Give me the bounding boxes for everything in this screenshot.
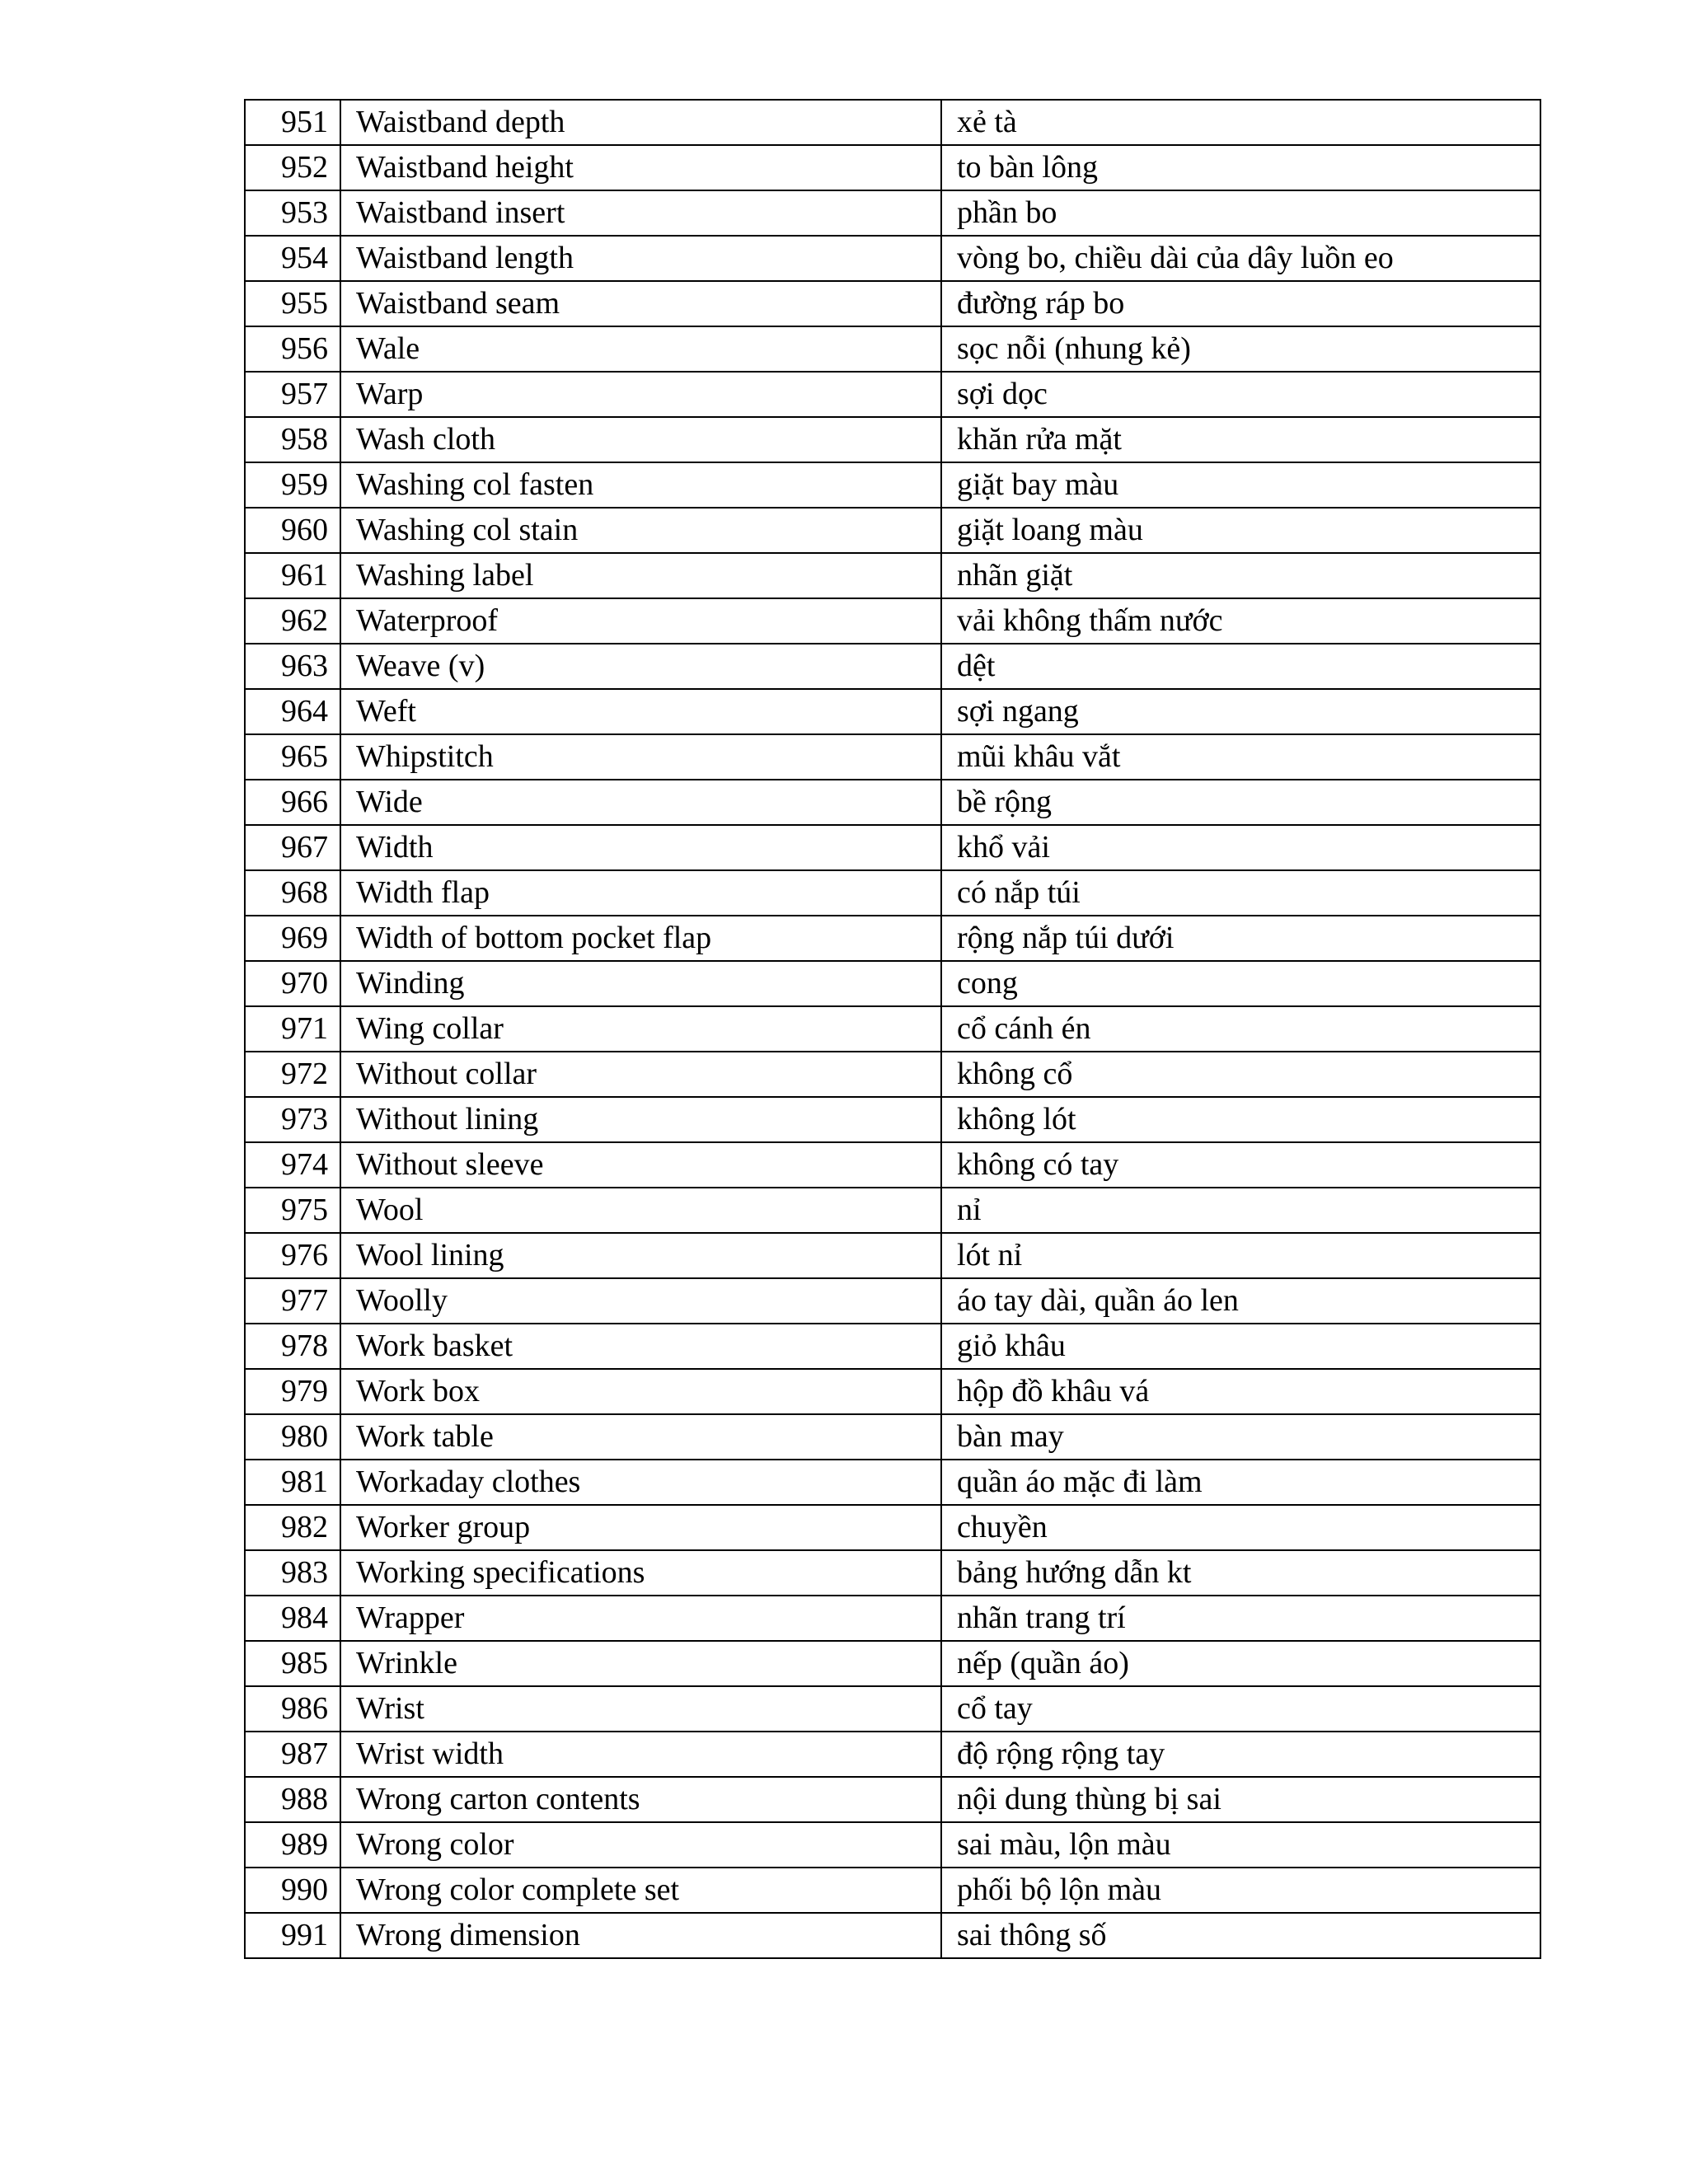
table-row — [245, 462, 1540, 508]
row-number: 961 — [245, 553, 340, 598]
english-term: Waistband seam — [340, 281, 941, 326]
english-term: Wrong color complete set — [340, 1868, 941, 1913]
vietnamese-term: giỏ khâu — [941, 1324, 1540, 1369]
english-term: Without lining — [340, 1097, 941, 1142]
vietnamese-term: sai thông số — [941, 1913, 1540, 1958]
vietnamese-term: nhãn trang trí — [941, 1596, 1540, 1641]
vietnamese-term: xẻ tà — [941, 100, 1540, 145]
english-term: Without sleeve — [340, 1142, 941, 1188]
english-term: Without collar — [340, 1052, 941, 1097]
english-term: Wool — [340, 1188, 941, 1233]
vietnamese-term: khăn rửa mặt — [941, 417, 1540, 462]
row-number: 954 — [245, 236, 340, 281]
vietnamese-term: áo tay dài, quần áo len — [941, 1278, 1540, 1324]
english-term: Wrist width — [340, 1732, 941, 1777]
vietnamese-term: độ rộng rộng tay — [941, 1732, 1540, 1777]
table-row — [245, 1052, 1540, 1097]
english-term: Work basket — [340, 1324, 941, 1369]
english-term: Weft — [340, 689, 941, 734]
table-row — [245, 1550, 1540, 1596]
row-number: 968 — [245, 870, 340, 916]
table-row — [245, 1097, 1540, 1142]
english-term: Waistband height — [340, 145, 941, 190]
row-number: 983 — [245, 1550, 340, 1596]
english-term: Whipstitch — [340, 734, 941, 780]
row-number: 979 — [245, 1369, 340, 1414]
table-row — [245, 281, 1540, 326]
english-term: Waistband length — [340, 236, 941, 281]
table-row — [245, 780, 1540, 825]
row-number: 955 — [245, 281, 340, 326]
vietnamese-term: to bàn lông — [941, 145, 1540, 190]
table-row — [245, 1142, 1540, 1188]
vietnamese-term: khổ vải — [941, 825, 1540, 870]
english-term: Width flap — [340, 870, 941, 916]
english-term: Woolly — [340, 1278, 941, 1324]
vietnamese-term: không cổ — [941, 1052, 1540, 1097]
english-term: Working specifications — [340, 1550, 941, 1596]
table-row — [245, 145, 1540, 190]
vietnamese-term: giặt bay màu — [941, 462, 1540, 508]
vietnamese-term: sợi ngang — [941, 689, 1540, 734]
row-number: 957 — [245, 372, 340, 417]
table-row — [245, 598, 1540, 644]
vietnamese-term: phối bộ lộn màu — [941, 1868, 1540, 1913]
table-row — [245, 870, 1540, 916]
vietnamese-term: dệt — [941, 644, 1540, 689]
vietnamese-term: đường ráp bo — [941, 281, 1540, 326]
row-number: 970 — [245, 961, 340, 1006]
row-number: 971 — [245, 1006, 340, 1052]
table-row — [245, 417, 1540, 462]
row-number: 964 — [245, 689, 340, 734]
english-term: Wash cloth — [340, 417, 941, 462]
table-row — [245, 1188, 1540, 1233]
vietnamese-term: chuyền — [941, 1505, 1540, 1550]
row-number: 985 — [245, 1641, 340, 1686]
vietnamese-term: sọc nỗi (nhung kẻ) — [941, 326, 1540, 372]
english-term: Waistband insert — [340, 190, 941, 236]
table-row — [245, 1460, 1540, 1505]
english-term: Wide — [340, 780, 941, 825]
row-number: 960 — [245, 508, 340, 553]
table-row — [245, 1006, 1540, 1052]
table-row — [245, 100, 1540, 145]
row-number: 988 — [245, 1777, 340, 1822]
vietnamese-term: lót nỉ — [941, 1233, 1540, 1278]
table-row — [245, 1868, 1540, 1913]
row-number: 967 — [245, 825, 340, 870]
row-number: 990 — [245, 1868, 340, 1913]
english-term: Warp — [340, 372, 941, 417]
english-term: Wrong color — [340, 1822, 941, 1868]
vietnamese-term: có nắp túi — [941, 870, 1540, 916]
row-number: 989 — [245, 1822, 340, 1868]
english-term: Wing collar — [340, 1006, 941, 1052]
table-row — [245, 236, 1540, 281]
english-term: Wrinkle — [340, 1641, 941, 1686]
row-number: 987 — [245, 1732, 340, 1777]
table-row — [245, 508, 1540, 553]
row-number: 991 — [245, 1913, 340, 1958]
row-number: 986 — [245, 1686, 340, 1732]
table-row — [245, 825, 1540, 870]
row-number: 952 — [245, 145, 340, 190]
english-term: Waterproof — [340, 598, 941, 644]
row-number: 972 — [245, 1052, 340, 1097]
table-row — [245, 1233, 1540, 1278]
table-row — [245, 1732, 1540, 1777]
vietnamese-term: cổ tay — [941, 1686, 1540, 1732]
english-term: Width of bottom pocket flap — [340, 916, 941, 961]
table-row — [245, 1324, 1540, 1369]
row-number: 980 — [245, 1414, 340, 1460]
english-term: Wrong dimension — [340, 1913, 941, 1958]
english-term: Washing label — [340, 553, 941, 598]
table-row — [245, 644, 1540, 689]
vietnamese-term: nhãn giặt — [941, 553, 1540, 598]
table-row — [245, 326, 1540, 372]
row-number: 963 — [245, 644, 340, 689]
vietnamese-term: nội dung thùng bị sai — [941, 1777, 1540, 1822]
row-number: 956 — [245, 326, 340, 372]
vietnamese-term: hộp đồ khâu vá — [941, 1369, 1540, 1414]
vietnamese-term: sai màu, lộn màu — [941, 1822, 1540, 1868]
table-row — [245, 1414, 1540, 1460]
glossary-table — [244, 99, 1541, 1959]
english-term: Wrist — [340, 1686, 941, 1732]
vietnamese-term: vòng bo, chiều dài của dây luồn eo — [941, 236, 1540, 281]
english-term: Wrong carton contents — [340, 1777, 941, 1822]
english-term: Waistband depth — [340, 100, 941, 145]
vietnamese-term: sợi dọc — [941, 372, 1540, 417]
glossary-body — [245, 100, 1540, 1958]
table-row — [245, 689, 1540, 734]
vietnamese-term: giặt loang màu — [941, 508, 1540, 553]
english-term: Washing col fasten — [340, 462, 941, 508]
english-term: Winding — [340, 961, 941, 1006]
row-number: 951 — [245, 100, 340, 145]
vietnamese-term: cong — [941, 961, 1540, 1006]
row-number: 958 — [245, 417, 340, 462]
english-term: Width — [340, 825, 941, 870]
vietnamese-term: không có tay — [941, 1142, 1540, 1188]
table-row — [245, 961, 1540, 1006]
english-term: Weave (v) — [340, 644, 941, 689]
english-term: Work box — [340, 1369, 941, 1414]
table-row — [245, 1777, 1540, 1822]
row-number: 981 — [245, 1460, 340, 1505]
vietnamese-term: vải không thấm nước — [941, 598, 1540, 644]
table-row — [245, 553, 1540, 598]
english-term: Worker group — [340, 1505, 941, 1550]
row-number: 977 — [245, 1278, 340, 1324]
vietnamese-term: bàn may — [941, 1414, 1540, 1460]
row-number: 969 — [245, 916, 340, 961]
table-row — [245, 1369, 1540, 1414]
vietnamese-term: bề rộng — [941, 780, 1540, 825]
row-number: 973 — [245, 1097, 340, 1142]
table-row — [245, 1596, 1540, 1641]
row-number: 975 — [245, 1188, 340, 1233]
row-number: 984 — [245, 1596, 340, 1641]
table-row — [245, 1505, 1540, 1550]
row-number: 959 — [245, 462, 340, 508]
english-term: Wool lining — [340, 1233, 941, 1278]
row-number: 978 — [245, 1324, 340, 1369]
table-row — [245, 1278, 1540, 1324]
vietnamese-term: cổ cánh én — [941, 1006, 1540, 1052]
row-number: 974 — [245, 1142, 340, 1188]
vietnamese-term: mũi khâu vắt — [941, 734, 1540, 780]
table-row — [245, 916, 1540, 961]
english-term: Work table — [340, 1414, 941, 1460]
row-number: 962 — [245, 598, 340, 644]
vietnamese-term: nếp (quần áo) — [941, 1641, 1540, 1686]
vietnamese-term: phần bo — [941, 190, 1540, 236]
vietnamese-term: rộng nắp túi dưới — [941, 916, 1540, 961]
table-row — [245, 1641, 1540, 1686]
english-term: Wrapper — [340, 1596, 941, 1641]
table-row — [245, 734, 1540, 780]
table-row — [245, 1913, 1540, 1958]
row-number: 966 — [245, 780, 340, 825]
table-row — [245, 372, 1540, 417]
row-number: 965 — [245, 734, 340, 780]
english-term: Workaday clothes — [340, 1460, 941, 1505]
table-row — [245, 1822, 1540, 1868]
vietnamese-term: không lót — [941, 1097, 1540, 1142]
row-number: 976 — [245, 1233, 340, 1278]
vietnamese-term: quần áo mặc đi làm — [941, 1460, 1540, 1505]
table-row — [245, 190, 1540, 236]
table-row — [245, 1686, 1540, 1732]
vietnamese-term: nỉ — [941, 1188, 1540, 1233]
vietnamese-term: bảng hướng dẫn kt — [941, 1550, 1540, 1596]
row-number: 982 — [245, 1505, 340, 1550]
row-number: 953 — [245, 190, 340, 236]
english-term: Wale — [340, 326, 941, 372]
english-term: Washing col stain — [340, 508, 941, 553]
